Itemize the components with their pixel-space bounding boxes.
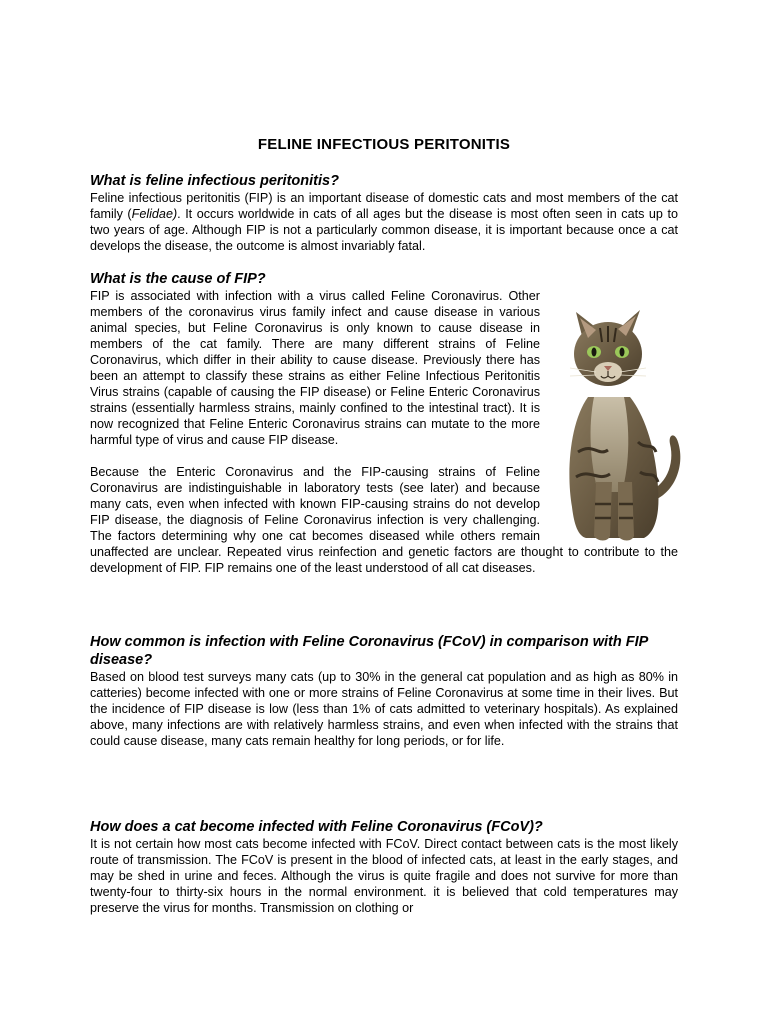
section-paragraph: Feline infectious peritonitis (FIP) is an important disease of domestic cats and most members of the cat family (Felidae). It occurs worldwide in cats of all ages but the disease is most often seen in cats up to two years of age. Although FIP is not a particularly common disease, it is important because once a cat develops the disease, the outcome is almost invariably fatal.	[90, 191, 678, 253]
section-paragraph: Because the Enteric Coronavirus and the FIP-causing strains of Feline Coronavirus are indistinguishable in laboratory tests (see later) and because many cats, even when infected with known FIP-causing strains do not develop FIP disease, the diagnosis of Feline Coronavirus infection is very challenging. The factors determining why one cat becomes diseased while others remain unaffected are unclear. Repeated virus reinfection and genetic factors are thought to contribute to the development of FIP. FIP remains one of the least understood of all cat diseases.	[90, 465, 678, 575]
document-title: FELINE INFECTIOUS PERITONITIS	[257, 136, 511, 153]
italic-term: Felidae)	[131, 207, 178, 221]
section-heading: What is the cause of FIP?	[90, 271, 266, 287]
section-what-is-fip	[90, 172, 678, 254]
section-how-infected	[90, 818, 678, 916]
section-heading: What is feline infectious peritonitis?	[90, 173, 339, 189]
cat-photo	[548, 292, 688, 544]
section-heading: How common is infection with Feline Coronavirus (FCoV) in comparison with FIP disease?	[90, 634, 648, 668]
section-heading: How does a cat become infected with Feline Coronavirus (FCoV)?	[90, 819, 543, 835]
section-paragraph: Based on blood test surveys many cats (up to 30% in the general cat population and as high as 80% in catteries) become infected with one or more strains of Feline Coronavirus at some time in their lives. But the incidence of FIP disease is low (less than 1% of cats admitted to veterinary hospitals). As explained above, many infections are with relatively harmless strains, and even when infected with the strains that could cause disease, many cats remain healthy for long periods, or for life.	[90, 670, 678, 748]
section-paragraph: It is not certain how most cats become infected with FCoV. Direct contact between cats is the most likely route of transmission. The FCoV is present in the blood of infected cats, at least in the early stages, and may be shed in urine and feces. Although the virus is quite fragile and does not survive for more than twenty-four to thirty-six hours in the normal environment. it is believed that cold temperatures may preserve the virus for months. Transmission on clothing or	[90, 837, 678, 915]
section-how-common	[90, 633, 678, 749]
section-paragraph: FIP is associated with infection with a virus called Feline Coronavirus. Other members of the coronavirus virus family infect and cause disease in various animal species, but Feline Coronavirus is only known to cause disease in members of the cat family. There are many different strains of Feline Coronavirus, which differ in their ability to cause disease. Previously there has been an attempt to classify these strains as either Feline Infectious Peritonitis Virus strains (capable of causing the FIP disease) or Feline Enteric Coronavirus strains (essentially harmless strains, mainly confined to the intestinal tract). It is now recognized that Feline Enteric Coronavirus strains can mutate to the more harmful type of virus and cause FIP disease.	[90, 289, 540, 447]
section-cause-of-fip	[90, 270, 678, 576]
